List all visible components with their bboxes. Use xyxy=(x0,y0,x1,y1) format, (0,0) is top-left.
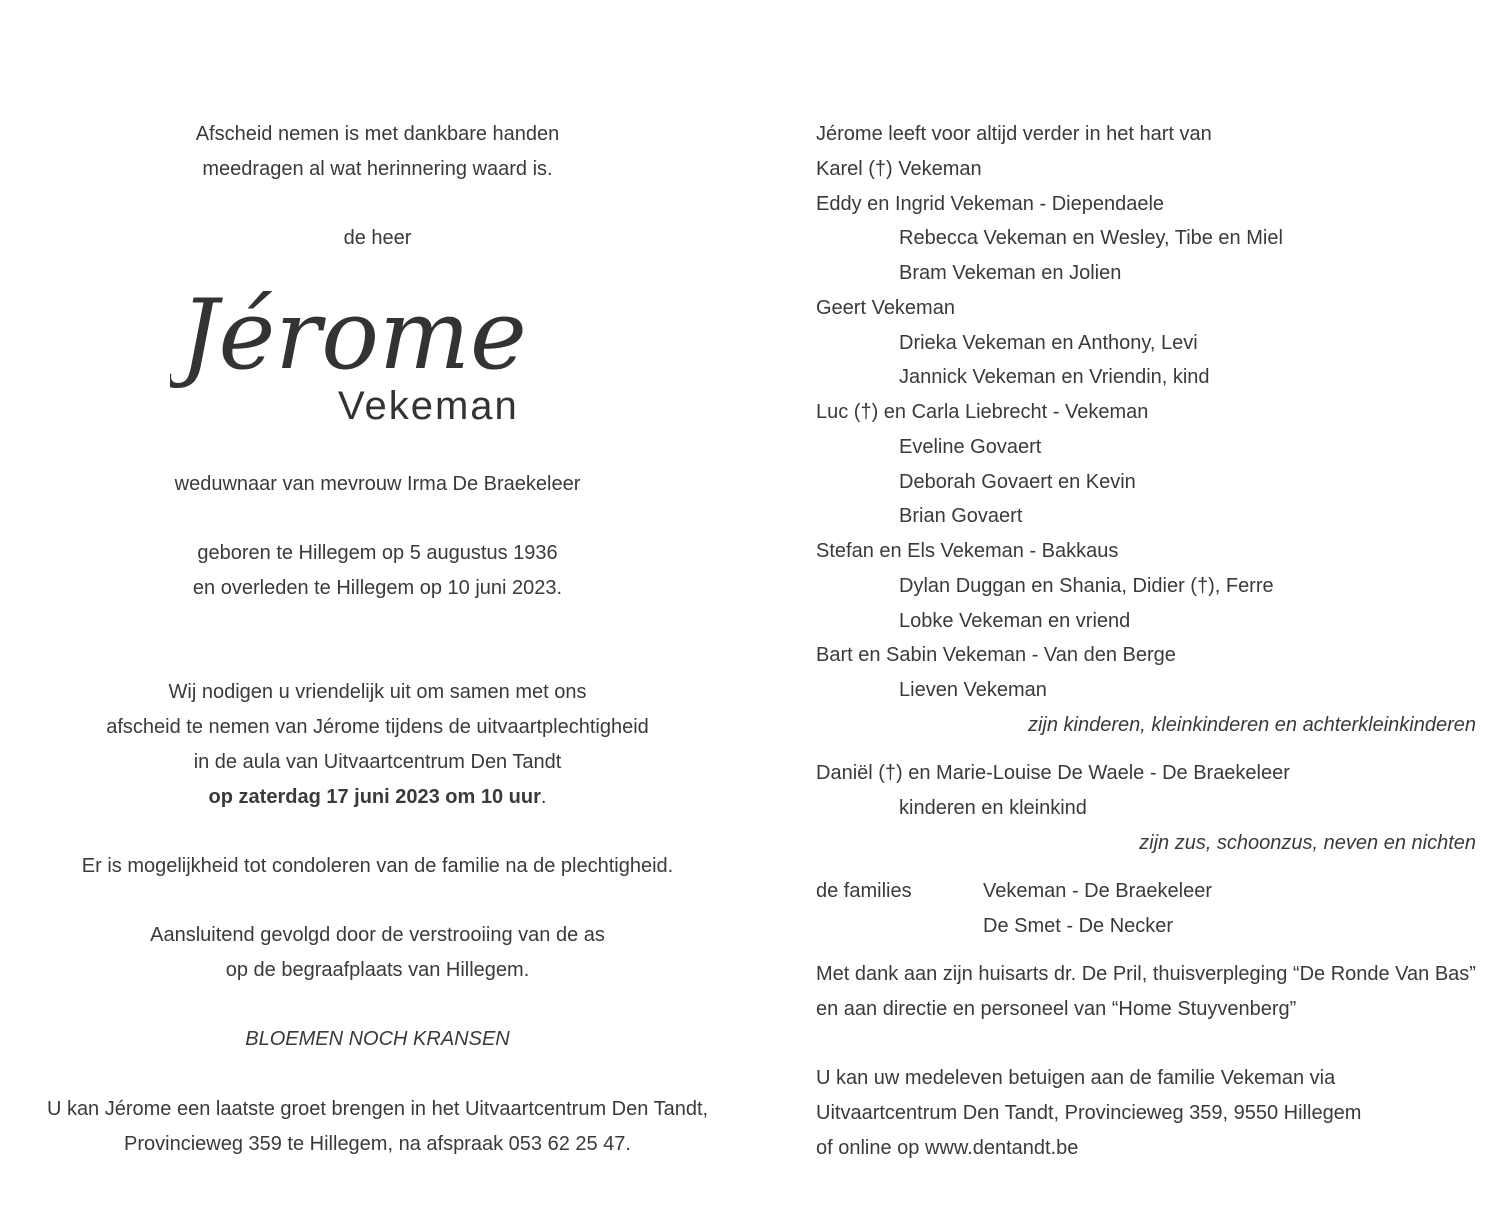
family-member: Bram Vekeman en Jolien xyxy=(899,262,1122,284)
widower-line: weduwnaar van mevrouw Irma De Braekeleer xyxy=(174,473,581,495)
family-member: Geert Vekeman xyxy=(816,297,955,319)
salutation: de heer xyxy=(343,227,412,249)
contact-line-1: U kan uw medeleven betuigen aan de familie Vekeman via xyxy=(816,1067,1336,1089)
died-line: en overleden te Hillegem op 10 juni 2023. xyxy=(192,577,563,599)
family-member: Dylan Duggan en Shania, Didier (†), Ferre xyxy=(899,575,1274,597)
quote-line-1: Afscheid nemen is met dankbare handen xyxy=(195,123,560,145)
scatter-line-1: Aansluitend gevolgd door de verstrooiing van de as xyxy=(150,924,605,946)
service-date-period: . xyxy=(540,786,547,808)
family-member: Karel (†) Vekeman xyxy=(816,158,982,180)
visit-line-1: U kan Jérome een laatste groet brengen in het Uitvaartcentrum Den Tandt, xyxy=(46,1098,709,1120)
right-column xyxy=(816,0,1486,1214)
family-member: Stefan en Els Vekeman - Bakkaus xyxy=(816,540,1119,562)
invite-line-2: afscheid te nemen van Jérome tijdens de uitvaartplechtigheid xyxy=(106,716,649,738)
children-caption: zijn kinderen, kleinkinderen en achterkleinkinderen xyxy=(1027,714,1476,736)
sister-line: Daniël (†) en Marie-Louise De Waele - De Braekeleer xyxy=(816,762,1290,784)
svg-text:Jérome: Jérome xyxy=(180,279,527,391)
family-member: Lobke Vekeman en vriend xyxy=(899,610,1131,632)
quote-line-2: meedragen al wat herinnering waard is. xyxy=(202,158,553,180)
deceased-name xyxy=(170,258,550,438)
condolence-line: Er is mogelijkheid tot condoleren van de familie na de plechtigheid. xyxy=(81,855,674,877)
family-member: Jannick Vekeman en Vriendin, kind xyxy=(899,366,1210,388)
family-member: Drieka Vekeman en Anthony, Levi xyxy=(899,332,1198,354)
thanks-line-1: Met dank aan zijn huisarts dr. De Pril, thuisverpleging “De Ronde Van Bas” xyxy=(816,963,1476,985)
sister-caption: zijn zus, schoonzus, neven en nichten xyxy=(1139,832,1476,854)
contact-line-2: Uitvaartcentrum Den Tandt, Provincieweg 359, 9550 Hillegem xyxy=(816,1102,1362,1124)
surname: Vekeman xyxy=(338,384,519,428)
service-date: op zaterdag 17 juni 2023 om 10 uur xyxy=(208,786,541,808)
scatter-line-2: op de begraafplaats van Hillegem. xyxy=(225,959,530,981)
family-name: De Smet - De Necker xyxy=(983,915,1174,937)
family-name: Vekeman - De Braekeleer xyxy=(983,880,1213,902)
family-member: Luc (†) en Carla Liebrecht - Vekeman xyxy=(816,401,1149,423)
family-member: Bart en Sabin Vekeman - Van den Berge xyxy=(816,644,1176,666)
no-flowers: BLOEMEN NOCH KRANSEN xyxy=(245,1028,510,1050)
family-member: Eveline Govaert xyxy=(899,436,1042,458)
family-member: Lieven Vekeman xyxy=(899,679,1047,701)
visit-line-2: Provincieweg 359 te Hillegem, na afspraak 053 62 25 47. xyxy=(124,1133,631,1155)
family-member: Eddy en Ingrid Vekeman - Diependaele xyxy=(816,193,1165,215)
invite-line-1: Wij nodigen u vriendelijk uit om samen met ons xyxy=(168,681,587,703)
invite-line-3: in de aula van Uitvaartcentrum Den Tandt xyxy=(193,751,562,773)
invite-date-line xyxy=(0,783,755,811)
family-member: Deborah Govaert en Kevin xyxy=(899,471,1136,493)
contact-line-3: of online op www.dentandt.be xyxy=(816,1137,1079,1159)
family-intro: Jérome leeft voor altijd verder in het hart van xyxy=(816,123,1212,145)
family-member: Brian Govaert xyxy=(899,505,1023,527)
families-label: de families xyxy=(816,880,912,902)
born-line: geboren te Hillegem op 5 augustus 1936 xyxy=(197,542,558,564)
family-member: Rebecca Vekeman en Wesley, Tibe en Miel xyxy=(899,227,1283,249)
thanks-line-2: en aan directie en personeel van “Home Stuyvenberg” xyxy=(816,998,1297,1020)
sister-children: kinderen en kleinkind xyxy=(899,797,1087,819)
